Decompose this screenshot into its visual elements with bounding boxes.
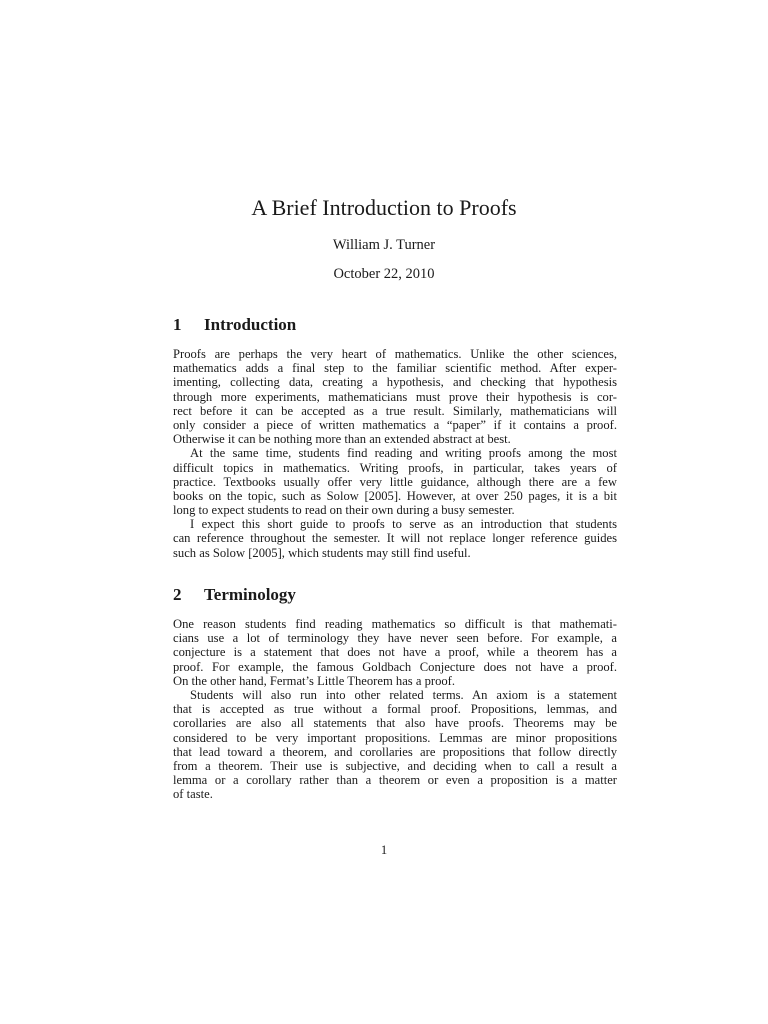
section-title: Terminology bbox=[204, 585, 296, 604]
section-heading-terminology bbox=[173, 584, 296, 606]
text-line: conjecture is a statement that does not have a proof, while a theorem has a bbox=[173, 645, 617, 660]
text-line: On the other hand, Fermat’s Little Theorem has a proof. bbox=[173, 673, 455, 688]
text-line: that is accepted as true without a formal proof. Propositions, lemmas, and bbox=[173, 702, 617, 717]
document-date: October 22, 2010 bbox=[333, 266, 435, 282]
section-number: 2 bbox=[173, 585, 182, 604]
section-body-introduction bbox=[173, 347, 617, 560]
text-line: At the same time, students find reading and writing proofs among the most bbox=[190, 446, 617, 461]
text-line: that lead toward a theorem, and corollaries are propositions that follow directly bbox=[173, 744, 617, 759]
text-line: corollaries are also all statements that also have proofs. Theorems may be bbox=[173, 716, 617, 731]
text-line: books on the topic, such as Solow [2005]. However, at over 250 pages, it is a bit bbox=[173, 488, 617, 503]
text-line: One reason students find reading mathematics so difficult is that mathemati- bbox=[173, 617, 617, 631]
text-line: cians use a lot of terminology they have never seen before. For example, a bbox=[173, 631, 617, 646]
text-line: Students will also run into other related terms. An axiom is a statement bbox=[190, 687, 617, 702]
text-line: Proofs are perhaps the very heart of mathematics. Unlike the other sciences, bbox=[173, 347, 617, 361]
text-line: practice. Textbooks usually offer very little guidance, although there are a few bbox=[173, 474, 617, 489]
text-line: difficult topics in mathematics. Writing proofs, in particular, takes years of bbox=[173, 460, 617, 475]
text-line: I expect this short guide to proofs to serve as an introduction that students bbox=[190, 517, 617, 532]
text-line: only consider a piece of written mathematics a “paper” if it contains a proof. bbox=[173, 417, 617, 432]
section-number: 1 bbox=[173, 315, 182, 334]
page-number: 1 bbox=[380, 843, 388, 857]
text-line: lemma or a corollary rather than a theorem or even a proposition is a matter bbox=[173, 773, 617, 788]
text-line: long to expect students to read on their own during a busy semester. bbox=[173, 503, 515, 518]
section-body-terminology bbox=[173, 617, 617, 801]
text-line: can reference throughout the semester. It will not replace longer reference guides bbox=[173, 531, 617, 546]
text-line: proof. For example, the famous Goldbach Conjecture does not have a proof. bbox=[173, 659, 617, 674]
document-title: A Brief Introduction to Proofs bbox=[251, 195, 517, 220]
text-line: of taste. bbox=[173, 787, 213, 802]
section-heading-introduction bbox=[173, 314, 296, 336]
text-line: considered to be very important propositions. Lemmas are minor propositions bbox=[173, 730, 617, 745]
document-author: William J. Turner bbox=[332, 237, 436, 253]
text-line: imenting, collecting data, creating a hypothesis, and checking that hypothesis bbox=[173, 375, 617, 390]
text-line: Otherwise it can be nothing more than an extended abstract at best. bbox=[173, 432, 511, 447]
text-line: rect before it can be accepted as a true result. Similarly, mathematicians will bbox=[173, 403, 617, 418]
text-line: such as Solow [2005], which students may still find useful. bbox=[173, 545, 471, 560]
section-title: Introduction bbox=[204, 315, 297, 334]
text-line: mathematics adds a final step to the familiar scientific method. After exper- bbox=[173, 361, 617, 376]
text-line: from a theorem. Their use is subjective, and deciding when to call a result a bbox=[173, 758, 617, 773]
text-line: through more experiments, mathematicians must prove their hypothesis is cor- bbox=[173, 389, 617, 404]
